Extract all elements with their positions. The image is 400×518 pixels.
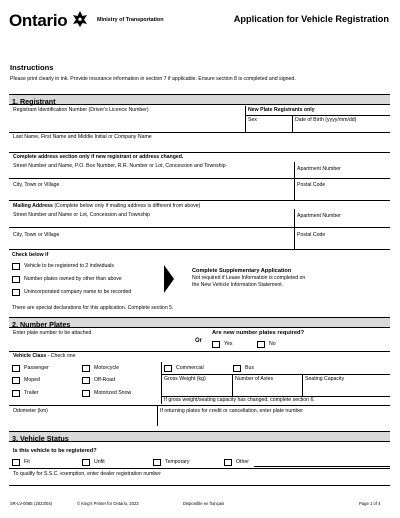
mail-street-label: Street Number and Name or Lot, Concession and Township	[13, 212, 150, 218]
vehicle-class-label: Vehicle Class	[13, 353, 47, 359]
mail-postal-field[interactable]	[295, 228, 390, 249]
returning-plates-label: If returning plates for credit or cancellation, enter plate number	[160, 408, 304, 414]
bus-checkbox[interactable]	[233, 365, 241, 372]
other-checkbox[interactable]	[224, 459, 232, 466]
section-1-header	[9, 94, 390, 105]
form-title: Application for Vehicle Registration	[233, 14, 389, 24]
apartment-field[interactable]	[295, 163, 390, 178]
arrow-right-icon	[163, 264, 175, 294]
returning-plates-field[interactable]	[158, 407, 390, 426]
sex-field[interactable]	[246, 116, 292, 132]
name-label: Last Name, First Name and Middle Initial or Company Name	[13, 134, 152, 140]
unincorporated-label: Unincorporated company name to be recorded	[24, 289, 132, 295]
passenger-label: Passenger	[24, 365, 49, 371]
off-road-label: Off-Road	[94, 377, 115, 383]
section-2-header	[9, 317, 390, 328]
mailing-note: (Complete below only if mailing address is different from above)	[54, 203, 201, 209]
gross-change-note: If gross weight/seating capacity has changed, complete section 6.	[164, 397, 315, 403]
commercial-checkbox[interactable]	[164, 365, 172, 372]
page-number: Page 1 of 4	[359, 501, 381, 506]
ssc-exemption-label: To qualify for S.S.C. exemption, enter dealer registration number	[13, 471, 161, 477]
logo-wordmark: Ontario	[9, 11, 68, 30]
mail-street-field[interactable]	[10, 211, 294, 227]
mail-city-label: City, Town or Village	[13, 232, 60, 238]
two-individuals-label: Vehicle to be registered to 2 individuals	[24, 263, 114, 269]
apartment-label: Apartment Number	[297, 166, 341, 172]
supplementary-line-1: Not required if Lease Information is completed on	[192, 275, 306, 281]
form-number: SR-LV-006E (2023/04)	[10, 501, 53, 506]
axles-field[interactable]	[233, 375, 302, 396]
temporary-checkbox[interactable]	[153, 459, 161, 466]
vehicle-class-heading	[13, 354, 76, 360]
new-plates-no-label: No	[269, 341, 276, 347]
trailer-label: Trailer	[24, 390, 39, 396]
trailer-checkbox[interactable]	[12, 390, 20, 397]
motorized-snow-label: Motorized Snow	[94, 390, 132, 396]
mailing-heading: Mailing Address	[13, 203, 53, 209]
supplementary-line-2: the New Vehicle Information Statement.	[192, 282, 284, 288]
other-specify-field[interactable]	[254, 459, 390, 467]
rin-field[interactable]	[10, 106, 245, 132]
two-individuals-checkbox[interactable]	[12, 263, 20, 270]
gross-weight-field[interactable]	[162, 375, 232, 396]
new-plates-yes-checkbox[interactable]	[212, 341, 220, 348]
off-road-checkbox[interactable]	[82, 377, 90, 384]
new-plates-question: Are new number plates required?	[212, 330, 305, 336]
plate-number-label: Enter plate number to be attached	[13, 330, 92, 336]
plate-number-field[interactable]	[10, 329, 190, 349]
ministry-name: Ministry of Transportation	[97, 17, 164, 23]
name-field[interactable]	[10, 133, 390, 152]
mail-city-field[interactable]	[10, 228, 294, 249]
new-plate-heading: New Plate Registrants only	[248, 107, 315, 113]
bus-label: Bus	[245, 365, 254, 371]
city-field[interactable]	[10, 179, 294, 200]
motorcycle-checkbox[interactable]	[82, 365, 90, 372]
other-label: Other	[236, 459, 249, 465]
vehicle-status-question: Is this vehicle to be registered?	[13, 448, 97, 454]
check-heading: Check below if	[12, 252, 49, 258]
unfit-label: Unfit	[94, 459, 105, 465]
postal-label: Postal Code	[297, 182, 326, 188]
commercial-label: Commercial	[176, 365, 204, 371]
french-availability: Disponible en français	[183, 501, 225, 506]
or-label: Or	[195, 338, 203, 344]
special-declarations-note: There are special declarations for this application. Complete section 5.	[12, 305, 174, 311]
section-3-header	[9, 431, 390, 442]
street-label: Street Number and Name, P.O. Box Number, R.R. Number or Lot, Concession and Township	[13, 163, 226, 169]
postal-field[interactable]	[295, 179, 390, 200]
unfit-checkbox[interactable]	[82, 459, 90, 466]
dealer-registration-field[interactable]	[10, 470, 390, 484]
rin-label: Registrant Identification Number (Driver's Licence Number)	[13, 107, 149, 113]
odometer-field[interactable]	[10, 407, 157, 426]
city-label: City, Town or Village	[13, 182, 60, 188]
unincorporated-checkbox[interactable]	[12, 289, 20, 296]
mailing-heading-row	[13, 204, 200, 210]
fit-label: Fit	[24, 459, 30, 465]
moped-checkbox[interactable]	[12, 377, 20, 384]
section-1-title: 1. Registrant	[12, 96, 56, 106]
trillium-icon	[72, 10, 88, 28]
passenger-checkbox[interactable]	[12, 365, 20, 372]
street-field[interactable]	[10, 162, 294, 178]
fit-checkbox[interactable]	[12, 459, 20, 466]
dob-label: Date of Birth (yyyy/mm/dd)	[295, 117, 357, 123]
motorized-snow-checkbox[interactable]	[82, 390, 90, 397]
new-plates-no-checkbox[interactable]	[257, 341, 265, 348]
new-plates-yes-label: Yes	[224, 341, 233, 347]
instructions-text: Please print clearly in ink. Provide insurance information in section 7 if applicable. Ensure section 8 is completed and signed.	[10, 76, 296, 82]
seating-label: Seating Capacity	[305, 376, 345, 382]
plates-owned-checkbox[interactable]	[12, 276, 20, 283]
mail-postal-label: Postal Code	[297, 232, 326, 238]
instructions-heading: Instructions	[10, 63, 54, 72]
mail-apartment-field[interactable]	[295, 210, 390, 227]
odometer-label: Odometer (km)	[13, 408, 48, 414]
seating-field[interactable]	[303, 375, 390, 396]
dob-field[interactable]	[293, 116, 390, 132]
check-one-label: - Check one	[46, 353, 76, 359]
copyright: © King's Printer for Ontario, 2023	[77, 501, 139, 506]
plates-owned-label: Number plates owned by other than above	[24, 276, 122, 282]
motorcycle-label: Motorcycle	[94, 365, 120, 371]
axles-label: Number of Axles	[235, 376, 274, 382]
complete-address-heading: Complete address section only if new registrant or address changed.	[13, 154, 184, 160]
temporary-label: Temporary	[165, 459, 190, 465]
section-3-title: 3. Vehicle Status	[12, 433, 69, 443]
section-2-title: 2. Number Plates	[12, 319, 71, 329]
sex-label: Sex	[248, 117, 257, 123]
mail-apartment-label: Apartment Number	[297, 213, 341, 219]
moped-label: Moped	[24, 377, 40, 383]
ontario-logo	[9, 11, 67, 31]
supplementary-title: Complete Supplementary Application	[192, 268, 292, 274]
gross-weight-label: Gross Weight (kg)	[164, 376, 206, 382]
